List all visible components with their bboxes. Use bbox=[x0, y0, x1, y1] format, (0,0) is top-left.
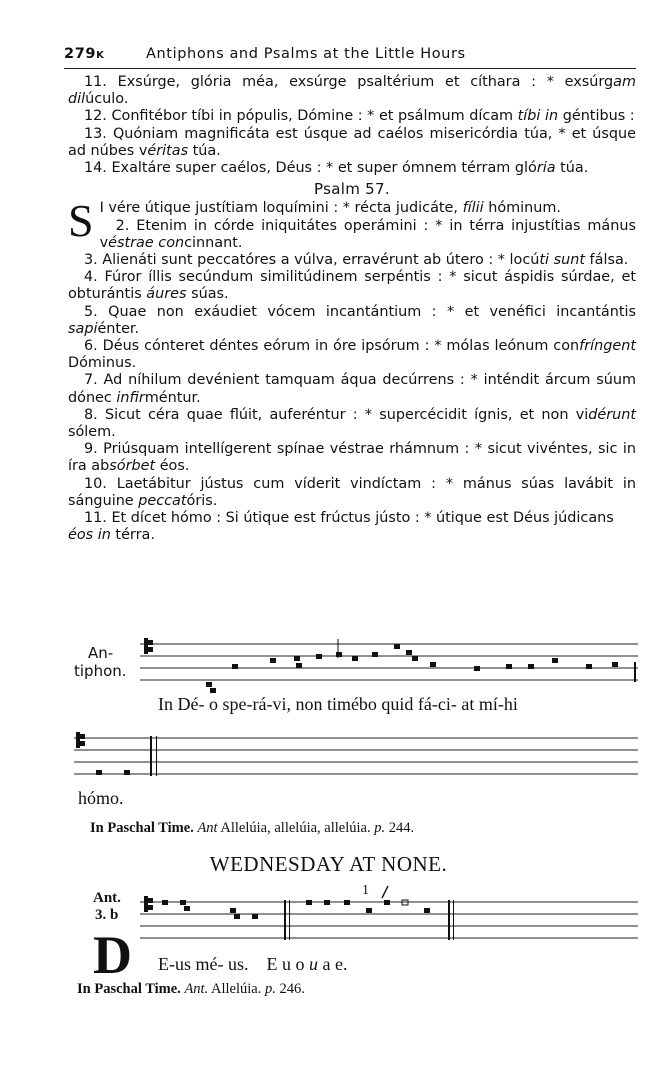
verse: 14. Exaltáre super caélos, Déus : * et super ómnem térram glória túa. bbox=[84, 160, 589, 177]
running-header bbox=[64, 44, 636, 68]
psalm-first-verse: S I vére útique justítiam loquímini : * récta judicáte, fílii hóminum. bbox=[68, 195, 561, 247]
verse: 5. Quae non exáudiet vócem incantántium : * et venéfici incantántis sapiénter. bbox=[68, 303, 636, 337]
paschal-note-1: In Paschal Time. Ant Allelúia, allelúia, allelúia. p. 244. bbox=[90, 820, 415, 836]
verse: 7. Ad níhilum devénient tamquam áqua decúrrens : * inténdit árcum súum dónec infirméntur. bbox=[68, 372, 636, 406]
antiphon2-lyrics: E-us mé- us. E u o u a e. bbox=[158, 954, 348, 974]
antiphon2-label: Ant. 3. b bbox=[93, 890, 121, 923]
verse: 13. Quóniam magnificáta est úsque ad caélos misericórdia túa, * et úsque ad núbes véritas túa. bbox=[68, 125, 636, 159]
verse: 3. Alienáti sunt peccatóres a vúlva, erravérunt ab útero : * locúti sunt fálsa. bbox=[84, 252, 629, 269]
antiphon2-staff bbox=[140, 882, 640, 946]
drop-initial: S bbox=[68, 195, 94, 247]
page-number: 279K bbox=[64, 46, 105, 62]
antiphon-label: An- tiphon. bbox=[74, 644, 127, 680]
verse: 2. Etenim in córde iniquitátes operámini : * in térra injustítias mánus véstrae concinnant. bbox=[99, 217, 636, 251]
verse: 11. Et dícet hómo : Si útique est frúctus jústo : * útique est Déus júdicans éos in térra. bbox=[68, 510, 614, 544]
text-body bbox=[68, 74, 636, 544]
antiphon-continuation: hómo. bbox=[78, 788, 124, 808]
verse: 11. Exsúrge, glória méa, exsúrge psaltérium et cíthara : * exsúrgam dilúculo. bbox=[68, 74, 636, 108]
psalm-heading: Psalm 57. bbox=[314, 180, 390, 199]
verse: 6. Déus cónteret déntes eórum in óre ipsórum : * mólas leónum confríngent Dóminus. bbox=[68, 338, 636, 372]
section-heading: WEDNESDAY AT NONE. bbox=[209, 852, 448, 876]
paschal-note-2: In Paschal Time. Ant. Allelúia. p. 246. bbox=[77, 981, 305, 997]
running-title: Antiphons and Psalms at the Little Hours bbox=[146, 46, 466, 62]
drop-initial-D: D bbox=[93, 925, 132, 985]
antiphon-lyrics: In Dé- o spe-rá-vi, non timébo quid fá-ci- at mí-hi bbox=[158, 694, 518, 714]
mediant-mark: 1 bbox=[362, 883, 369, 898]
antiphon-staff-1 bbox=[140, 636, 640, 696]
antiphon-staff-2 bbox=[74, 726, 640, 782]
verse: 12. Confitébor tíbi in pópulis, Dómine : * et psálmum dícam tíbi in géntibus : bbox=[84, 108, 635, 125]
verse: 8. Sicut céra quae flúit, auferéntur : * supercécidit ígnis, et non vidérunt sólem. bbox=[68, 406, 636, 441]
verse: 9. Priúsquam intellígerent spínae véstrae rhámnum : * sicut vivéntes, sic in íra absórbet éos. bbox=[68, 441, 636, 475]
verse: 10. Laetábitur jústus cum víderit vindíctam : * mánus súas lavábit in sánguine peccatóris. bbox=[68, 475, 636, 509]
header-rule bbox=[64, 68, 636, 69]
verse: 4. Fúror íllis secúndum similitúdinem serpéntis : * sicut áspidis súrdae, et obturántis áures súas. bbox=[68, 269, 636, 303]
